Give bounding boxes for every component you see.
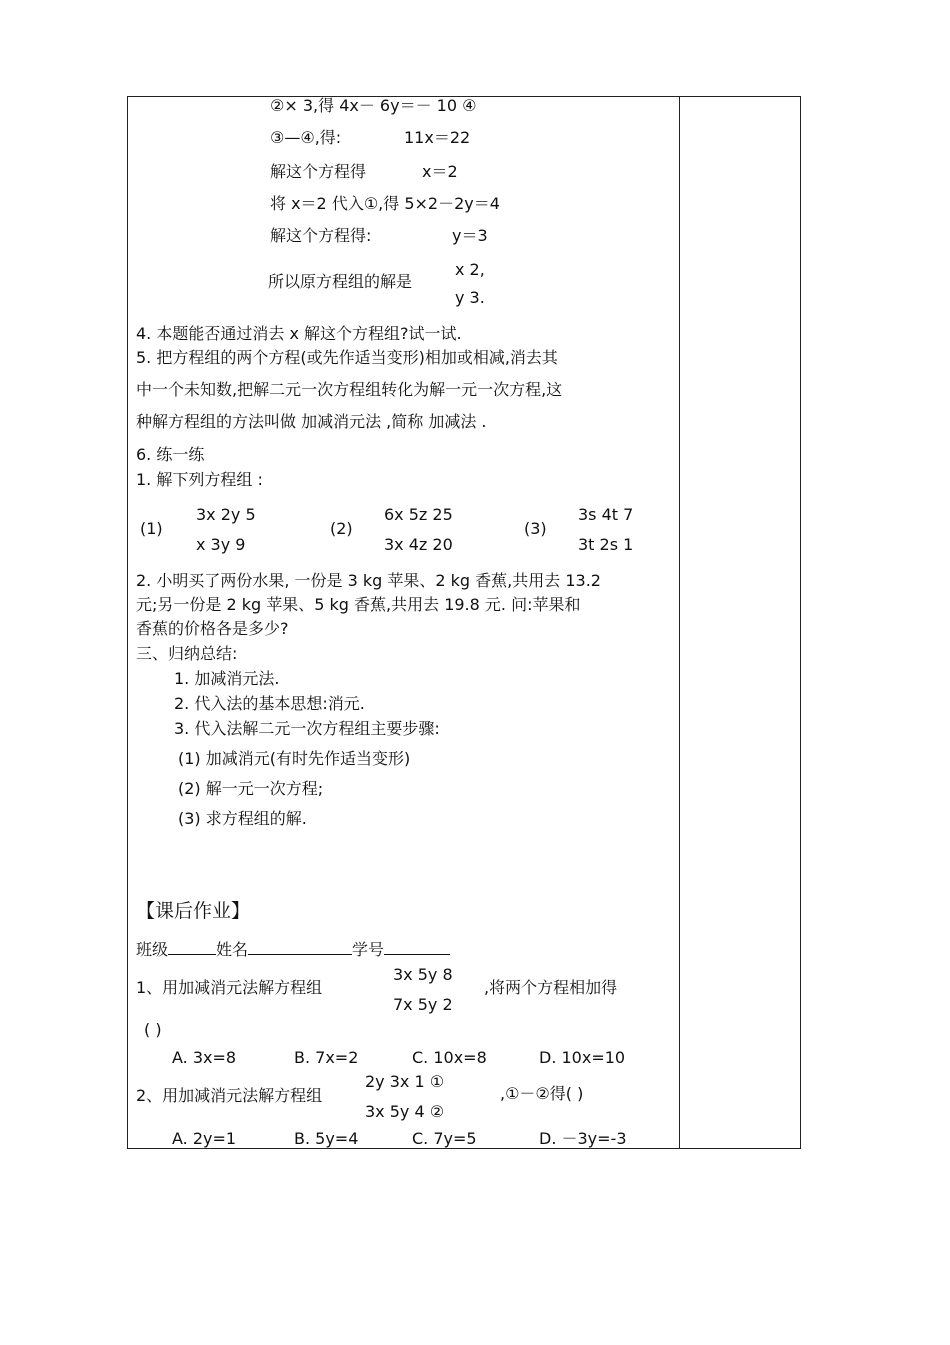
table-column-divider bbox=[679, 96, 680, 1149]
homework-q1-option-c[interactable]: C. 10x=8 bbox=[412, 1048, 487, 1067]
number-label: 学号 bbox=[352, 940, 385, 959]
system-3-line-2: 3t 2s 1 bbox=[578, 535, 634, 554]
homework-title: 【课后作业】 bbox=[136, 900, 251, 922]
class-label: 班级 bbox=[136, 940, 169, 959]
homework-q1-system-line-2: 7x 5y 2 bbox=[393, 995, 453, 1014]
homework-q2-option-b[interactable]: B. 5y=4 bbox=[294, 1129, 359, 1148]
homework-q1-system-line-1: 3x 5y 8 bbox=[393, 965, 453, 984]
system-1-line-1: 3x 2y 5 bbox=[196, 505, 256, 524]
homework-q1-option-d[interactable]: D. 10x=10 bbox=[539, 1048, 626, 1067]
derivation-step-5-label: 解这个方程得: bbox=[270, 226, 372, 245]
summary-point-3: 3. 代入法解二元一次方程组主要步骤: bbox=[174, 719, 440, 738]
system-3-label: (3) bbox=[524, 519, 547, 538]
system-2-label: (2) bbox=[330, 519, 353, 538]
practice-q2-line-3: 香蕉的价格各是多少? bbox=[136, 619, 289, 638]
item-5-line-3: 种解方程组的方法叫做 加减消元法 ,简称 加减法 . bbox=[136, 412, 487, 431]
solution-line-2: y 3. bbox=[455, 288, 485, 307]
number-blank[interactable] bbox=[384, 940, 450, 955]
derivation-step-2-label: ③—④,得: bbox=[270, 128, 342, 147]
item-6: 6. 练一练 bbox=[136, 445, 205, 464]
solution-label: 所以原方程组的解是 bbox=[268, 272, 413, 291]
derivation-step-1: ②× 3,得 4x－ 6y＝－ 10 ④ bbox=[270, 96, 477, 115]
homework-q2-option-d[interactable]: D. －3y=-3 bbox=[539, 1129, 627, 1148]
summary-heading: 三、归纳总结: bbox=[136, 644, 238, 663]
practice-q1-title: 1. 解下列方程组 : bbox=[136, 470, 263, 489]
homework-q1-option-a[interactable]: A. 3x=8 bbox=[172, 1048, 237, 1067]
system-2-line-2: 3x 4z 20 bbox=[384, 535, 453, 554]
name-blank[interactable] bbox=[248, 940, 352, 955]
summary-step-3: (3) 求方程组的解. bbox=[178, 809, 307, 828]
name-label: 姓名 bbox=[216, 940, 249, 959]
class-blank[interactable] bbox=[168, 940, 216, 955]
summary-step-1: (1) 加减消元(有时先作适当变形) bbox=[178, 749, 411, 768]
summary-step-2: (2) 解一元一次方程; bbox=[178, 779, 324, 798]
homework-q2-option-a[interactable]: A. 2y=1 bbox=[172, 1129, 237, 1148]
homework-q1-text: 1、用加减消元法解方程组 bbox=[136, 978, 323, 997]
homework-q2-system-line-2: 3x 5y 4 ② bbox=[365, 1102, 445, 1121]
practice-q2-line-1: 2. 小明买了两份水果, 一份是 3 kg 苹果、2 kg 香蕉,共用去 13.2 bbox=[136, 571, 601, 590]
system-3-line-1: 3s 4t 7 bbox=[578, 505, 634, 524]
summary-point-2: 2. 代入法的基本思想:消元. bbox=[174, 694, 365, 713]
homework-q1-answer-blank: ( ) bbox=[144, 1020, 162, 1039]
item-5-line-2: 中一个未知数,把解二元一次方程组转化为解一元一次方程,这 bbox=[136, 380, 563, 399]
summary-point-1: 1. 加减消元法. bbox=[174, 669, 280, 688]
homework-q1-option-b[interactable]: B. 7x=2 bbox=[294, 1048, 359, 1067]
homework-q2-system-line-1: 2y 3x 1 ① bbox=[365, 1072, 445, 1091]
derivation-step-5-value: y＝3 bbox=[452, 226, 488, 245]
derivation-step-4: 将 x＝2 代入①,得 5×2－2y＝4 bbox=[270, 194, 500, 213]
item-4: 4. 本题能否通过消去 x 解这个方程组?试一试. bbox=[136, 324, 462, 343]
derivation-step-3-label: 解这个方程得 bbox=[270, 162, 367, 181]
system-2-line-1: 6x 5z 25 bbox=[384, 505, 453, 524]
derivation-step-3-value: x＝2 bbox=[422, 162, 458, 181]
system-1-line-2: x 3y 9 bbox=[196, 535, 246, 554]
solution-line-1: x 2, bbox=[455, 260, 485, 279]
homework-q2-text: 2、用加减消元法解方程组 bbox=[136, 1086, 323, 1105]
homework-q1-suffix: ,将两个方程相加得 bbox=[484, 978, 618, 997]
homework-q2-option-c[interactable]: C. 7y=5 bbox=[412, 1129, 477, 1148]
item-5-line-1: 5. 把方程组的两个方程(或先作适当变形)相加或相减,消去其 bbox=[136, 348, 558, 367]
system-1-label: (1) bbox=[140, 519, 163, 538]
derivation-step-2-value: 11x＝22 bbox=[404, 128, 471, 147]
student-info-line bbox=[136, 940, 450, 958]
practice-q2-line-2: 元;另一份是 2 kg 苹果、5 kg 香蕉,共用去 19.8 元. 问:苹果和 bbox=[136, 595, 581, 614]
homework-q2-suffix: ,①－②得( ) bbox=[500, 1084, 584, 1103]
